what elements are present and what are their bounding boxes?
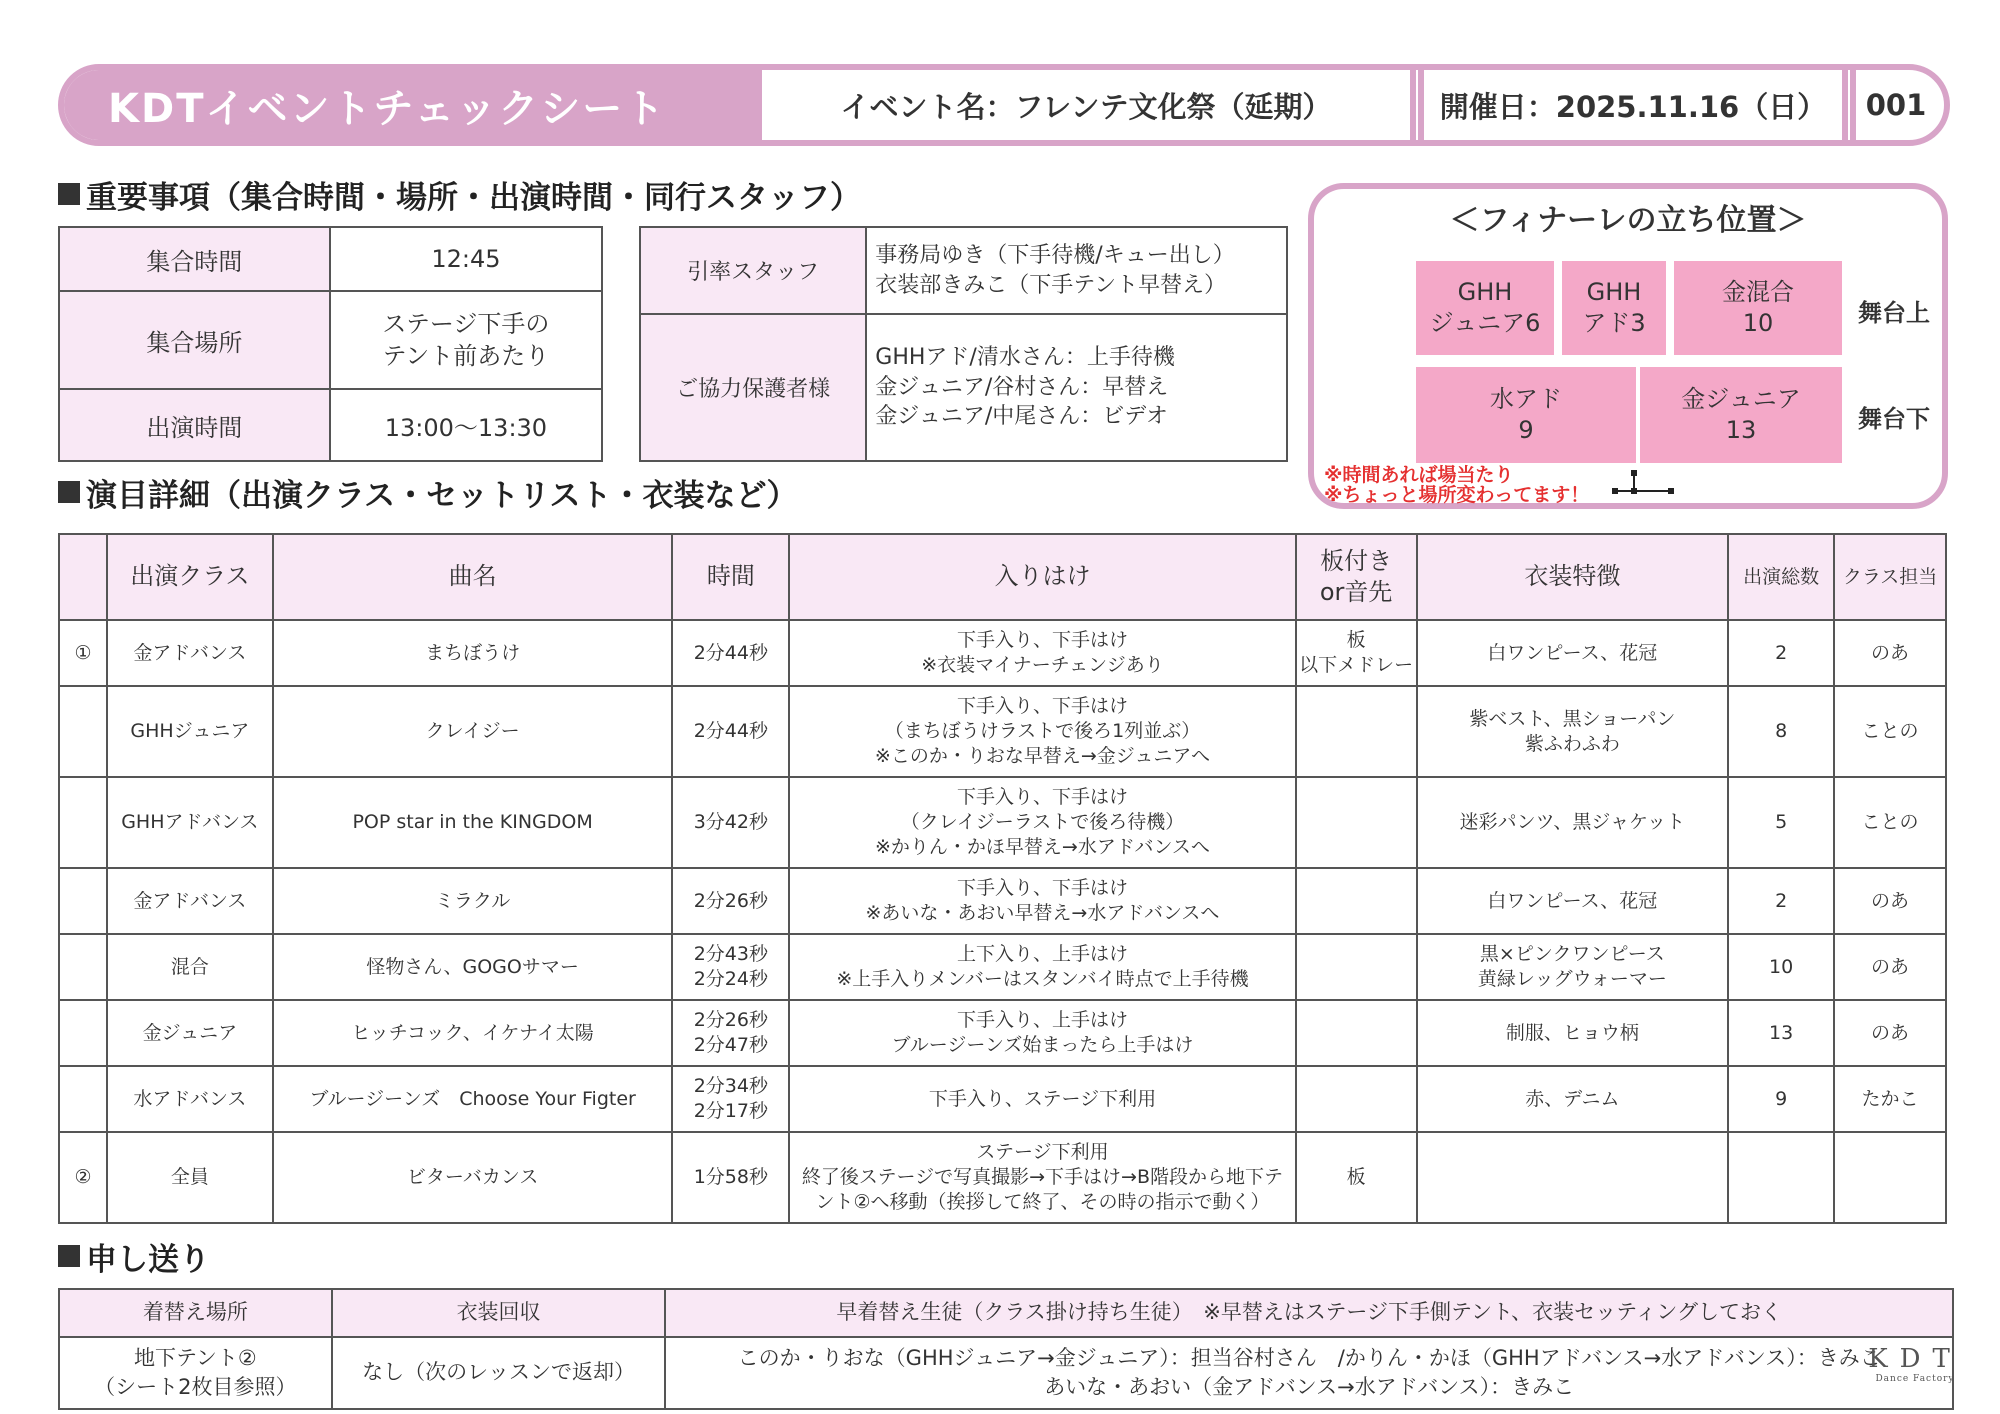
- staff-cell: のあ: [1834, 620, 1946, 686]
- song-cell: ビターバカンス: [273, 1132, 673, 1223]
- kdt-logo: KDT Dance Factory: [1868, 1344, 1962, 1384]
- board-cell: [1296, 868, 1417, 934]
- handover-quick-value: このか・りおな（GHHジュニア→金ジュニア）：担当谷村さん /かりん・かほ（GHHアドバンス→水アドバンス）：きみこ あいな・あおい（金アドバンス→水アドバンス）：きみこ: [665, 1337, 1953, 1409]
- table-row: [640, 314, 1287, 461]
- song-cell: まちぼうけ: [273, 620, 673, 686]
- program-heading: 演目詳細（出演クラス・セットリスト・衣装など）: [58, 472, 797, 512]
- row-number: ①: [59, 620, 107, 686]
- time-cell: 3分42秒: [672, 777, 789, 868]
- assembly-time-value: 12:45: [330, 227, 602, 291]
- entry-cell: 下手入り、ステージ下利用: [789, 1066, 1295, 1132]
- table-row: [59, 227, 602, 291]
- row-number: [59, 868, 107, 934]
- assembly-place-label: 集合場所: [59, 291, 330, 389]
- class-cell: 混合: [107, 934, 273, 1000]
- staff-cell: [1834, 1132, 1946, 1223]
- row-number: [59, 777, 107, 868]
- square-bullet-icon: [58, 1245, 80, 1267]
- staff-cell: ことの: [1834, 686, 1946, 777]
- program-row: [59, 777, 1946, 868]
- staff-table: [639, 226, 1288, 462]
- staff-value: 事務局ゆき（下手待機/キュー出し） 衣装部きみこ（下手テント早替え）: [866, 227, 1287, 314]
- stage-lower-label: 舞台下: [1858, 405, 1930, 433]
- table-row: [640, 227, 1287, 314]
- program-table: [58, 533, 1947, 1224]
- board-cell: [1296, 1000, 1417, 1066]
- header-entry: 入りはけ: [789, 534, 1295, 620]
- class-cell: GHHアドバンス: [107, 777, 273, 868]
- header-bar: [58, 64, 1950, 146]
- staff-cell: のあ: [1834, 868, 1946, 934]
- header-song: 曲名: [273, 534, 673, 620]
- table-row: [59, 1289, 1953, 1337]
- program-row: [59, 934, 1946, 1000]
- board-cell: [1296, 777, 1417, 868]
- song-cell: 怪物さん、GOGOサマー: [273, 934, 673, 1000]
- class-cell: 金アドバンス: [107, 620, 273, 686]
- finale-panel: [1308, 183, 1948, 509]
- song-cell: クレイジー: [273, 686, 673, 777]
- divider: [1842, 70, 1848, 140]
- class-cell: GHHジュニア: [107, 686, 273, 777]
- handover-place-header: 着替え場所: [59, 1289, 332, 1337]
- costume-cell: 迷彩パンツ、黒ジャケット: [1417, 777, 1729, 868]
- class-cell: 全員: [107, 1132, 273, 1223]
- song-cell: ブルージーンズ Choose Your Figter: [273, 1066, 673, 1132]
- handover-quick-header: 早着替え生徒（クラス掛け持ち生徒） ※早替えはステージ下手側テント、衣装セッティングしておく: [665, 1289, 1953, 1337]
- program-row: [59, 868, 1946, 934]
- finale-box-ghh-junior: GHH ジュニア6: [1416, 261, 1554, 355]
- finale-box-mizu-ad: 水アド 9: [1416, 367, 1636, 463]
- guardian-value: GHHアド/清水さん：上手待機 金ジュニア/谷村さん：早替え 金ジュニア/中尾さん：ビデオ: [866, 314, 1287, 461]
- row-number: [59, 1000, 107, 1066]
- divider: [1410, 70, 1416, 140]
- finale-note-2: ※ちょっと場所変わってます！: [1324, 484, 1590, 506]
- board-cell: 板: [1296, 1132, 1417, 1223]
- assembly-place-value: ステージ下手の テント前あたり: [330, 291, 602, 389]
- song-cell: ヒッチコック、イケナイ太陽: [273, 1000, 673, 1066]
- finale-box-ghh-ad: GHH アド3: [1562, 261, 1666, 355]
- class-cell: 金アドバンス: [107, 868, 273, 934]
- sheet-number: 001: [1865, 88, 1927, 122]
- time-cell: 2分34秒 2分17秒: [672, 1066, 789, 1132]
- board-cell: [1296, 686, 1417, 777]
- program-row: [59, 1000, 1946, 1066]
- time-cell: 2分44秒: [672, 620, 789, 686]
- staff-cell: のあ: [1834, 1000, 1946, 1066]
- header-num: [59, 534, 107, 620]
- handover-collect-header: 衣装回収: [332, 1289, 666, 1337]
- song-cell: ミラクル: [273, 868, 673, 934]
- handover-place-value: 地下テント② （シート2枚目参照）: [59, 1337, 332, 1409]
- position-marker-icon: [1612, 469, 1676, 503]
- handover-table: [58, 1288, 1954, 1410]
- header-board: 板付き or音先: [1296, 534, 1417, 620]
- header-costume: 衣装特徴: [1417, 534, 1729, 620]
- finale-box-kin-junior: 金ジュニア 13: [1640, 367, 1842, 463]
- program-header-row: [59, 534, 1946, 620]
- important-heading: 重要事項（集合時間・場所・出演時間・同行スタッフ）: [58, 174, 861, 214]
- program-row: [59, 1066, 1946, 1132]
- program-row: [59, 620, 1946, 686]
- assembly-table: [58, 226, 603, 462]
- board-cell: [1296, 1066, 1417, 1132]
- count-cell: 10: [1728, 934, 1834, 1000]
- class-cell: 金ジュニア: [107, 1000, 273, 1066]
- handover-heading: 申し送り: [58, 1236, 210, 1276]
- handover-collect-value: なし（次のレッスンで返却）: [332, 1337, 666, 1409]
- time-cell: 2分26秒: [672, 868, 789, 934]
- sheet-title: KDTイベントチェックシート: [64, 70, 756, 140]
- count-cell: 5: [1728, 777, 1834, 868]
- staff-cell: たかこ: [1834, 1066, 1946, 1132]
- performance-time-label: 出演時間: [59, 389, 330, 461]
- count-cell: 13: [1728, 1000, 1834, 1066]
- header-count: 出演総数: [1728, 534, 1834, 620]
- entry-cell: 下手入り、下手はけ （クレイジーラストで後ろ待機） ※かりん・かほ早替え→水アドバンスへ: [789, 777, 1295, 868]
- entry-cell: 下手入り、下手はけ （まちぼうけラストで後ろ1列並ぶ） ※このか・りおな早替え→金ジュニアへ: [789, 686, 1295, 777]
- board-cell: 板 以下メドレー: [1296, 620, 1417, 686]
- count-cell: [1728, 1132, 1834, 1223]
- costume-cell: 白ワンピース、花冠: [1417, 620, 1729, 686]
- header-class: 出演クラス: [107, 534, 273, 620]
- finale-box-kin-mixed: 金混合 10: [1674, 261, 1842, 355]
- time-cell: 1分58秒: [672, 1132, 789, 1223]
- costume-cell: 白ワンピース、花冠: [1417, 868, 1729, 934]
- costume-cell: [1417, 1132, 1729, 1223]
- board-cell: [1296, 934, 1417, 1000]
- count-cell: 2: [1728, 868, 1834, 934]
- entry-cell: ステージ下利用 終了後ステージで写真撮影→下手はけ→B階段から地下テ ント②へ移動（挨拶して終了、その時の指示で動く）: [789, 1132, 1295, 1223]
- staff-label: 引率スタッフ: [640, 227, 866, 314]
- program-row: [59, 686, 1946, 777]
- stage-upper-label: 舞台上: [1858, 299, 1930, 327]
- time-cell: 2分43秒 2分24秒: [672, 934, 789, 1000]
- time-cell: 2分44秒: [672, 686, 789, 777]
- staff-cell: のあ: [1834, 934, 1946, 1000]
- song-cell: POP star in the KINGDOM: [273, 777, 673, 868]
- count-cell: 2: [1728, 620, 1834, 686]
- square-bullet-icon: [58, 481, 80, 503]
- staff-cell: ことの: [1834, 777, 1946, 868]
- program-row: [59, 1132, 1946, 1223]
- table-row: [59, 291, 602, 389]
- count-cell: 9: [1728, 1066, 1834, 1132]
- row-number: [59, 1066, 107, 1132]
- costume-cell: 赤、デニム: [1417, 1066, 1729, 1132]
- assembly-time-label: 集合時間: [59, 227, 330, 291]
- finale-title: ＜フィナーレの立ち位置＞: [1449, 203, 1807, 238]
- finale-note-1: ※時間あれば場当たり: [1324, 464, 1514, 486]
- guardian-label: ご協力保護者様: [640, 314, 866, 461]
- entry-cell: 下手入り、下手はけ ※衣装マイナーチェンジあり: [789, 620, 1295, 686]
- entry-cell: 下手入り、下手はけ ※あいな・あおい早替え→水アドバンスへ: [789, 868, 1295, 934]
- header-staff: クラス担当: [1834, 534, 1946, 620]
- costume-cell: 制服、ヒョウ柄: [1417, 1000, 1729, 1066]
- costume-cell: 黒×ピンクワンピース 黄緑レッグウォーマー: [1417, 934, 1729, 1000]
- row-number: [59, 686, 107, 777]
- event-name: イベント名：フレンテ文化祭（延期）: [840, 89, 1332, 124]
- square-bullet-icon: [58, 183, 80, 205]
- costume-cell: 紫ベスト、黒ショーパン 紫ふわふわ: [1417, 686, 1729, 777]
- table-row: [59, 1337, 1953, 1409]
- event-date: 開催日：2025.11.16（日）: [1439, 89, 1827, 124]
- count-cell: 8: [1728, 686, 1834, 777]
- header-time: 時間: [672, 534, 789, 620]
- entry-cell: 上下入り、上手はけ ※上手入りメンバーはスタンバイ時点で上手待機: [789, 934, 1295, 1000]
- entry-cell: 下手入り、上手はけ ブルージーンズ始まったら上手はけ: [789, 1000, 1295, 1066]
- row-number: [59, 934, 107, 1000]
- time-cell: 2分26秒 2分47秒: [672, 1000, 789, 1066]
- class-cell: 水アドバンス: [107, 1066, 273, 1132]
- table-row: [59, 389, 602, 461]
- performance-time-value: 13:00〜13:30: [330, 389, 602, 461]
- row-number: ②: [59, 1132, 107, 1223]
